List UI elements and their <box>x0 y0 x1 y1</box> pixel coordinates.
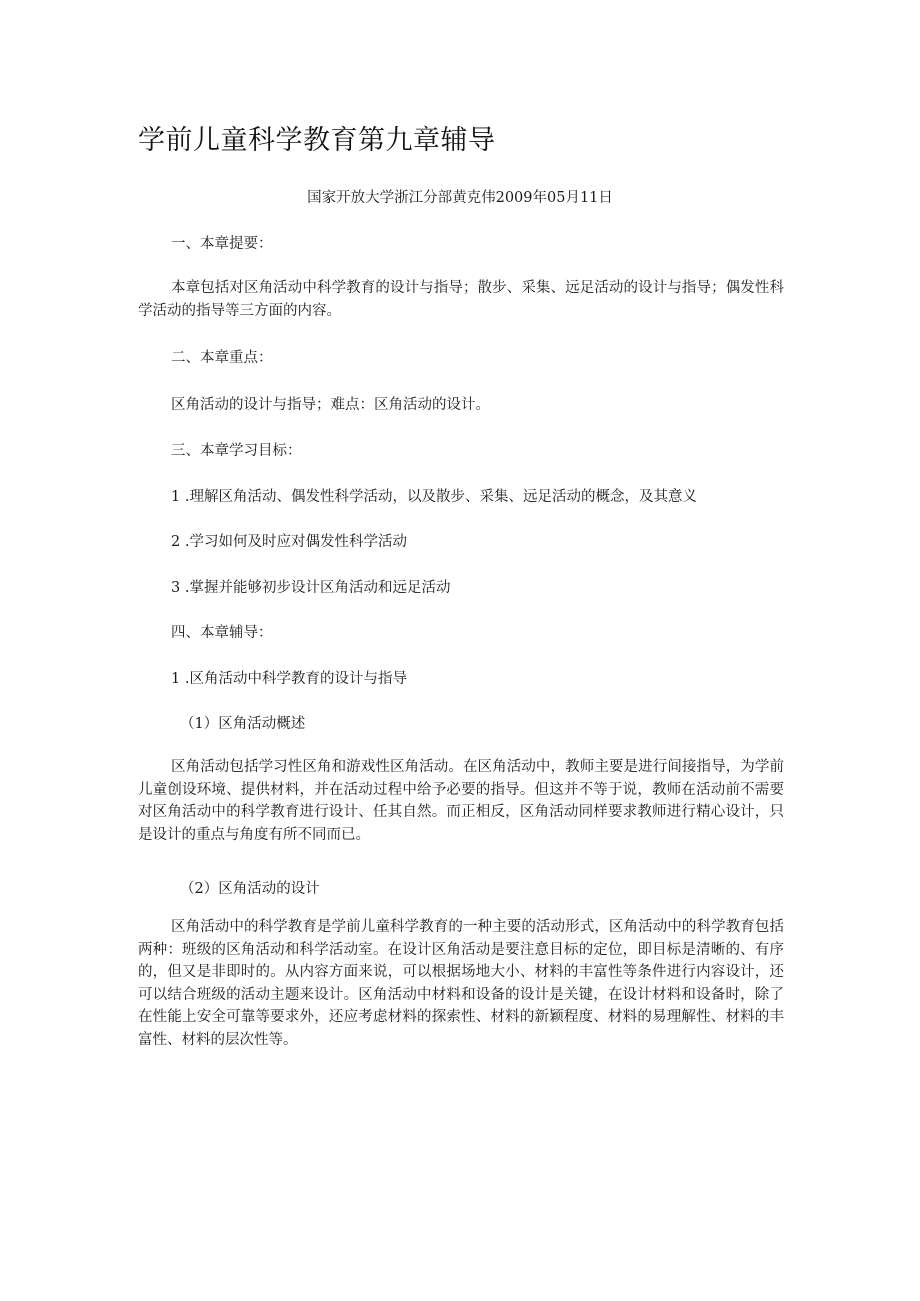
subsection-1-heading: （1）区角活动概述 <box>180 716 306 732</box>
page-title: 学前儿童科学教育第九章辅导 <box>138 125 496 156</box>
subsection-1-paragraph: 区角活动包括学习性区角和游戏性区角活动。在区角活动中，教师主要是进行间接指导，为学前儿童创设环境、提供材料，并在活动过程中给予必要的指导。但这并不等于说，教师在活动前不需要对区角活动中的科学教育进行设计、任其自然。而正相反，区角活动同样要求教师进行精心设计，只是设计的重点与角度有所不同而已。 <box>138 759 784 843</box>
goal-item-2: 2 .学习如何及时应对偶发性科学活动 <box>171 534 407 550</box>
subsection-2-heading: （2）区角活动的设计 <box>180 881 320 897</box>
keypoints-heading: 二、本章重点： <box>171 350 273 366</box>
summary-paragraph: 本章包括对区角活动中科学教育的设计与指导；散步、采集、远足活动的设计与指导；偶发性科学活动的指导等三方面的内容。 <box>138 280 784 319</box>
goal-item-1: 1 .理解区角活动、偶发性科学活动，以及散步、采集、远足活动的概念，及其意义 <box>171 489 697 505</box>
guidance-item-1: 1 .区角活动中科学教育的设计与指导 <box>171 671 407 687</box>
summary-heading: 一、本章提要： <box>171 236 273 252</box>
subsection-2-paragraph: 区角活动中的科学教育是学前儿童科学教育的一种主要的活动形式，区角活动中的科学教育包括两种：班级的区角活动和科学活动室。在设计区角活动是要注意目标的定位，即目标是清晰的、有序的，但又是非即时的。从内容方面来说，可以根据场地大小、材料的丰富性等条件进行内容设计，还可以结合班级的活动主题来设计。区角活动中材料和设备的设计是关键，在设计材料和设备时，除了在性能上安全可靠等要求外，还应考虑材料的探索性、材料的新颖程度、材料的易理解性、材料的丰富性、材料的层次性等。 <box>138 919 784 1048</box>
guidance-heading: 四、本章辅导： <box>171 625 273 641</box>
author-date-line: 国家开放大学浙江分部黄克伟2009年05月11日 <box>307 190 613 206</box>
goals-heading: 三、本章学习目标： <box>171 443 302 459</box>
goal-item-3: 3 .掌握并能够初步设计区角活动和远足活动 <box>171 580 451 596</box>
keypoints-paragraph: 区角活动的设计与指导；难点：区角活动的设计。 <box>171 397 490 413</box>
